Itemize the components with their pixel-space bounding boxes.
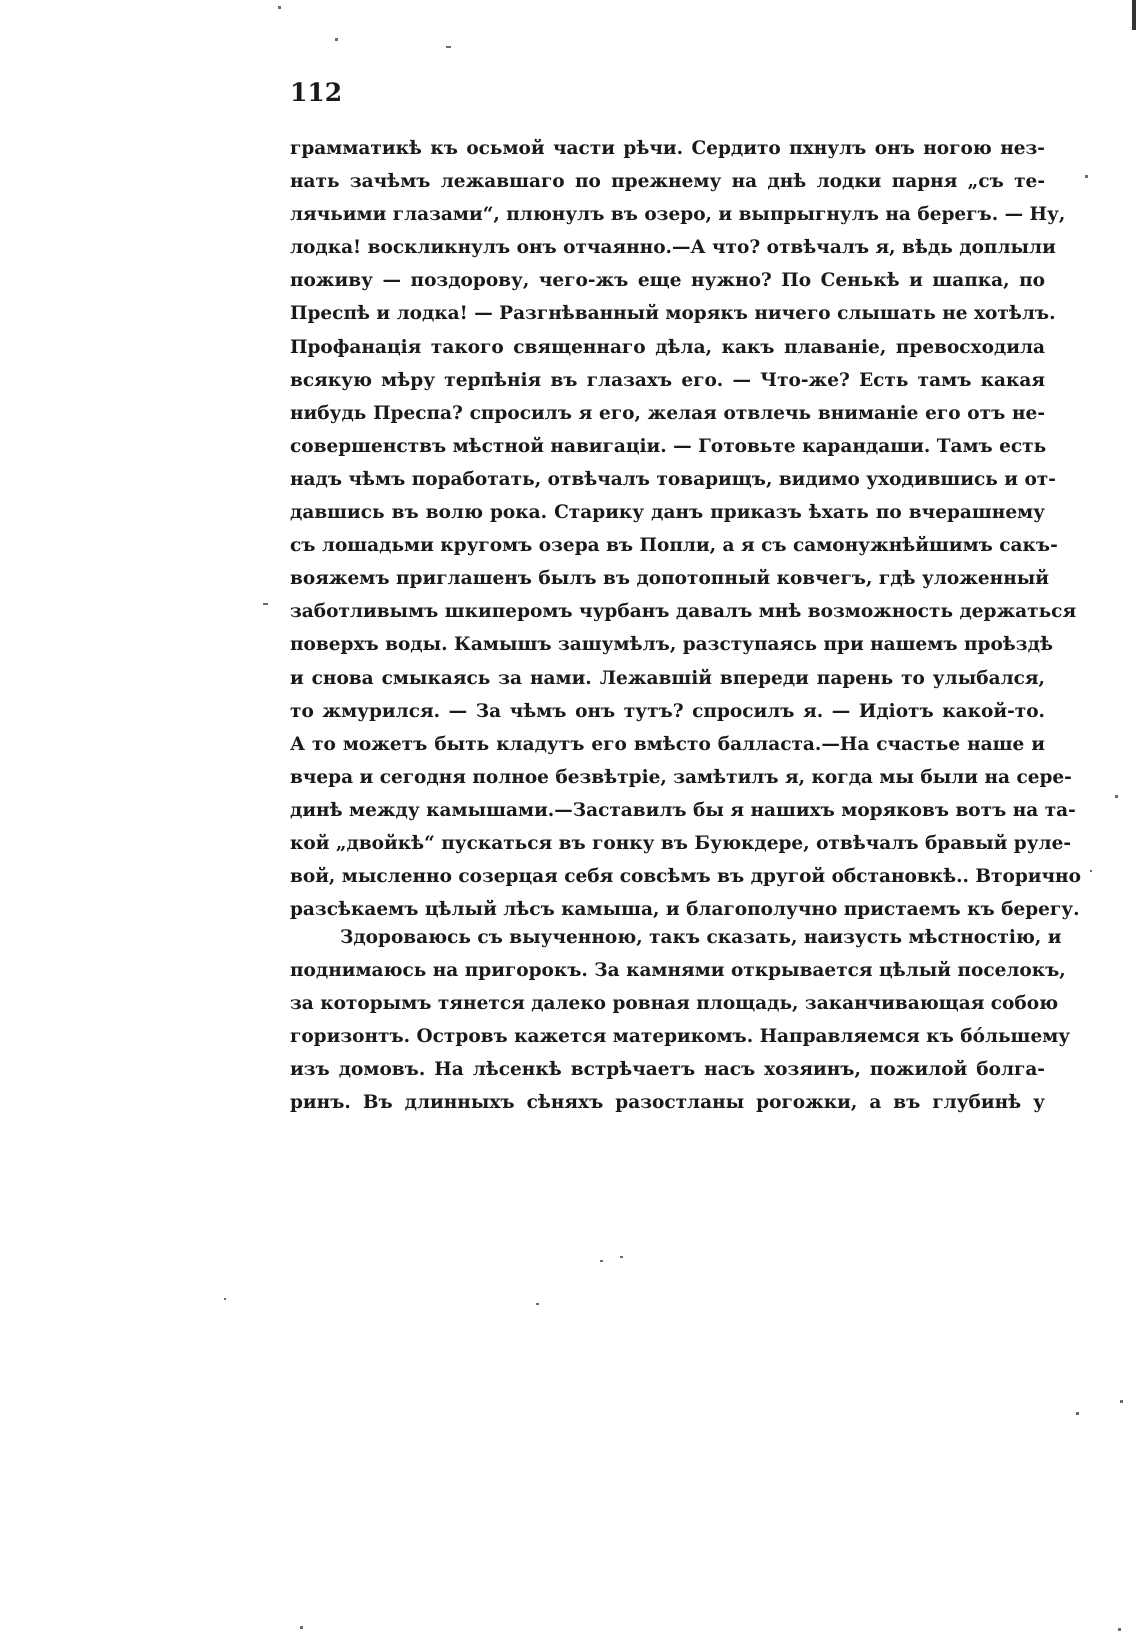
text-line: А то можетъ быть кладутъ его вмѣсто балласта.—На счастье наше и: [290, 733, 1045, 755]
scan-edge-mark: [1132, 0, 1136, 30]
scan-speck: [263, 603, 268, 605]
scan-speck: [620, 1256, 623, 1258]
text-line: динѣ между камышами.—Заставилъ бы я нашихъ моряковъ вотъ на та-: [290, 799, 1076, 821]
text-line: вчера и сегодня полное безвѣтріе, замѣтилъ я, когда мы были на сере-: [290, 766, 1072, 788]
scan-speck: [300, 1626, 303, 1629]
text-line: Здороваюсь съ выученною, такъ сказать, наизусть мѣстностію, и: [340, 927, 1062, 948]
text-line: нибудь Преспа? спросилъ я его, желая отвлечь вниманіе его отъ не-: [290, 402, 1045, 424]
text-line: давшись въ волю рока. Старику данъ приказъ ѣхать по вчерашнему: [290, 502, 1045, 524]
scan-speck: [1090, 870, 1092, 872]
paragraph-2: [290, 921, 1071, 1120]
scan-speck: [278, 6, 281, 9]
scan-speck: [1120, 1400, 1123, 1403]
text-line: горизонтъ. Островъ кажется материкомъ. Направляемся къ бо́льшему: [290, 1026, 1071, 1048]
text-line: разсѣкаемъ цѣлый лѣсъ камыша, и благополучно пристаемъ къ берегу.: [290, 899, 1080, 921]
text-line: кой „двойкѣ“ пускаться въ гонку въ Буюкдере, отвѣчалъ бравый руле-: [290, 832, 1072, 854]
text-line: совершенствъ мѣстной навигаціи. — Готовьте карандаши. Тамъ есть: [290, 435, 1047, 457]
scan-speck: [1115, 795, 1118, 798]
text-line: съ лошадьми кругомъ озера въ Попли, а я съ самонужнѣйшимъ сакъ-: [290, 535, 1058, 557]
scan-speck: [335, 38, 338, 41]
text-line: лячьими глазами“, плюнулъ въ озеро, и выпрыгнулъ на берегъ. — Ну,: [290, 204, 1066, 226]
scan-speck: [1085, 175, 1088, 178]
text-line: надъ чѣмъ поработать, отвѣчалъ товарищъ, видимо уходившись и от-: [290, 468, 1056, 490]
text-line: и снова смыкаясь за нами. Лежавшій впереди парень то улыбался,: [290, 667, 1045, 689]
scan-speck: [536, 1303, 539, 1305]
text-line: ринъ. Въ длинныхъ сѣняхъ разостланы рогожки, а въ глубинѣ у: [290, 1092, 1045, 1114]
text-line: всякую мѣру терпѣнія въ глазахъ его. — Что-же? Есть тамъ какая: [290, 369, 1045, 391]
text-line: лодка! воскликнулъ онъ отчаянно.—А что? отвѣчалъ я, вѣдь доплыли: [290, 237, 1056, 259]
text-line: поверхъ воды. Камышъ зашумѣлъ, разступаясь при нашемъ проѣздѣ: [290, 634, 1053, 656]
scan-speck: [1118, 1628, 1121, 1631]
scan-speck: [600, 1260, 603, 1262]
text-line: поживу — поздорову, чего-жъ еще нужно? По Сенькѣ и шапка, по: [290, 270, 1045, 292]
text-line: за которымъ тянется далеко ровная площадь, заканчивающая собою: [290, 993, 1059, 1015]
text-line: Преспѣ и лодка! — Разгнѣванный морякъ ничего слышать не хотѣлъ.: [290, 303, 1056, 325]
text-line: грамматикѣ къ осьмой части рѣчи. Сердито пхнулъ онъ ногою нез-: [290, 138, 1045, 159]
text-line: вояжемъ приглашенъ былъ въ допотопный ковчегъ, гдѣ уложенный: [290, 568, 1050, 590]
text-line: изъ домовъ. На лѣсенкѣ встрѣчаетъ насъ хозяинъ, пожилой болга-: [290, 1059, 1045, 1081]
text-line: Профанація такого священнаго дѣла, какъ плаваніе, превосходила: [290, 336, 1045, 358]
text-line: то жмурился. — За чѣмъ онъ тутъ? спросилъ я. — Идіотъ какой-то.: [290, 700, 1045, 722]
text-line: нать зачѣмъ лежавшаго по прежнему на днѣ лодки парня „съ те-: [290, 171, 1045, 193]
page-number: 112: [290, 78, 343, 107]
text-line: поднимаюсь на пригорокъ. За камнями открывается цѣлый поселокъ,: [290, 960, 1066, 982]
text-line: заботливымъ шкиперомъ чурбанъ давалъ мнѣ возможность держаться: [290, 601, 1077, 623]
scan-speck: [224, 1298, 226, 1300]
scan-speck: [446, 46, 451, 48]
scan-speck: [1076, 1412, 1079, 1415]
paragraph-1: [290, 132, 1081, 926]
text-line: вой, мысленно созерцая себя совсѣмъ въ другой обстановкѣ.. Вторично: [290, 866, 1081, 888]
